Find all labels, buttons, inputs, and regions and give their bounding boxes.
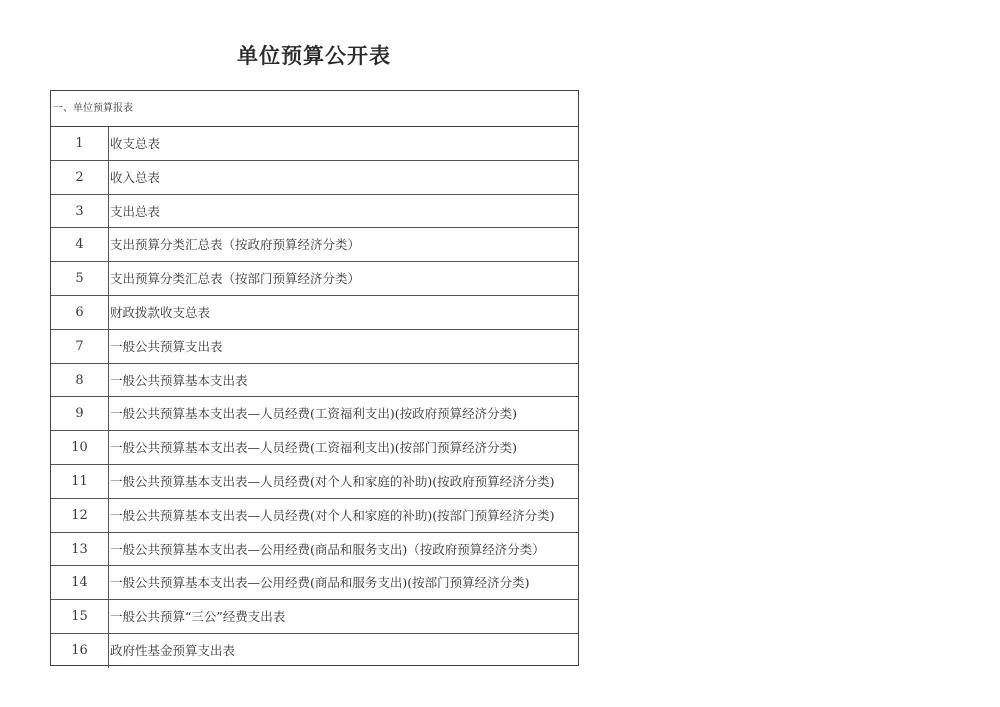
row-number: 12 bbox=[51, 499, 109, 532]
table-row[interactable] bbox=[51, 296, 578, 330]
table-row[interactable] bbox=[51, 262, 578, 296]
row-title: 收支总表 bbox=[110, 136, 161, 151]
table-row[interactable] bbox=[51, 330, 578, 364]
row-number: 5 bbox=[51, 262, 109, 295]
row-title: 一般公共预算“三公”经费支出表 bbox=[110, 609, 286, 625]
table-row[interactable] bbox=[51, 161, 578, 195]
table-row[interactable] bbox=[51, 634, 578, 668]
row-number: 10 bbox=[51, 431, 109, 464]
table-row[interactable] bbox=[51, 566, 578, 600]
row-title: 一般公共预算支出表 bbox=[110, 338, 223, 354]
row-title: 财政拨款收支总表 bbox=[110, 304, 211, 320]
row-title: 一般公共预算基本支出表—公用经费(商品和服务支出)(按部门预算经济分类) bbox=[110, 575, 530, 591]
row-title: 支出总表 bbox=[110, 203, 161, 219]
table-row[interactable] bbox=[51, 431, 578, 465]
table-row[interactable] bbox=[51, 533, 578, 567]
table-row[interactable] bbox=[51, 465, 578, 499]
row-number: 3 bbox=[51, 195, 109, 228]
row-number: 15 bbox=[51, 600, 109, 633]
table-row[interactable] bbox=[51, 397, 578, 431]
row-number: 9 bbox=[51, 397, 109, 430]
row-title: 支出预算分类汇总表（按政府预算经济分类） bbox=[110, 237, 361, 253]
row-number: 7 bbox=[51, 330, 109, 363]
section-header: 一、单位预算报表 bbox=[51, 91, 578, 127]
row-number: 1 bbox=[51, 127, 109, 160]
row-title: 一般公共预算基本支出表—人员经费(对个人和家庭的补助)(按部门预算经济分类) bbox=[110, 507, 555, 523]
page-title: 单位预算公开表 bbox=[237, 43, 391, 68]
table-row[interactable] bbox=[51, 499, 578, 533]
table-row[interactable] bbox=[51, 364, 578, 398]
table-row[interactable] bbox=[51, 228, 578, 262]
row-number: 8 bbox=[51, 364, 109, 397]
row-number: 11 bbox=[51, 465, 109, 498]
row-number: 16 bbox=[51, 634, 109, 668]
row-number: 6 bbox=[51, 296, 109, 329]
table-row[interactable] bbox=[51, 127, 578, 161]
table-row[interactable] bbox=[51, 600, 578, 634]
row-number: 4 bbox=[51, 228, 109, 261]
report-index-table bbox=[50, 90, 579, 666]
row-title: 支出预算分类汇总表（按部门预算经济分类） bbox=[110, 271, 361, 287]
table-row[interactable] bbox=[51, 195, 578, 229]
row-title: 一般公共预算基本支出表—人员经费(工资福利支出)(按政府预算经济分类) bbox=[110, 406, 518, 422]
row-title: 一般公共预算基本支出表—公用经费(商品和服务支出)（按政府预算经济分类） bbox=[110, 541, 545, 557]
row-number: 2 bbox=[51, 161, 109, 194]
row-title: 收入总表 bbox=[110, 169, 161, 185]
row-title: 一般公共预算基本支出表 bbox=[110, 372, 248, 388]
row-title: 一般公共预算基本支出表—人员经费(工资福利支出)(按部门预算经济分类) bbox=[110, 440, 518, 456]
row-title: 政府性基金预算支出表 bbox=[110, 642, 236, 658]
row-title: 一般公共预算基本支出表—人员经费(对个人和家庭的补助)(按政府预算经济分类) bbox=[110, 473, 555, 489]
row-number: 13 bbox=[51, 533, 109, 566]
row-number: 14 bbox=[51, 566, 109, 599]
